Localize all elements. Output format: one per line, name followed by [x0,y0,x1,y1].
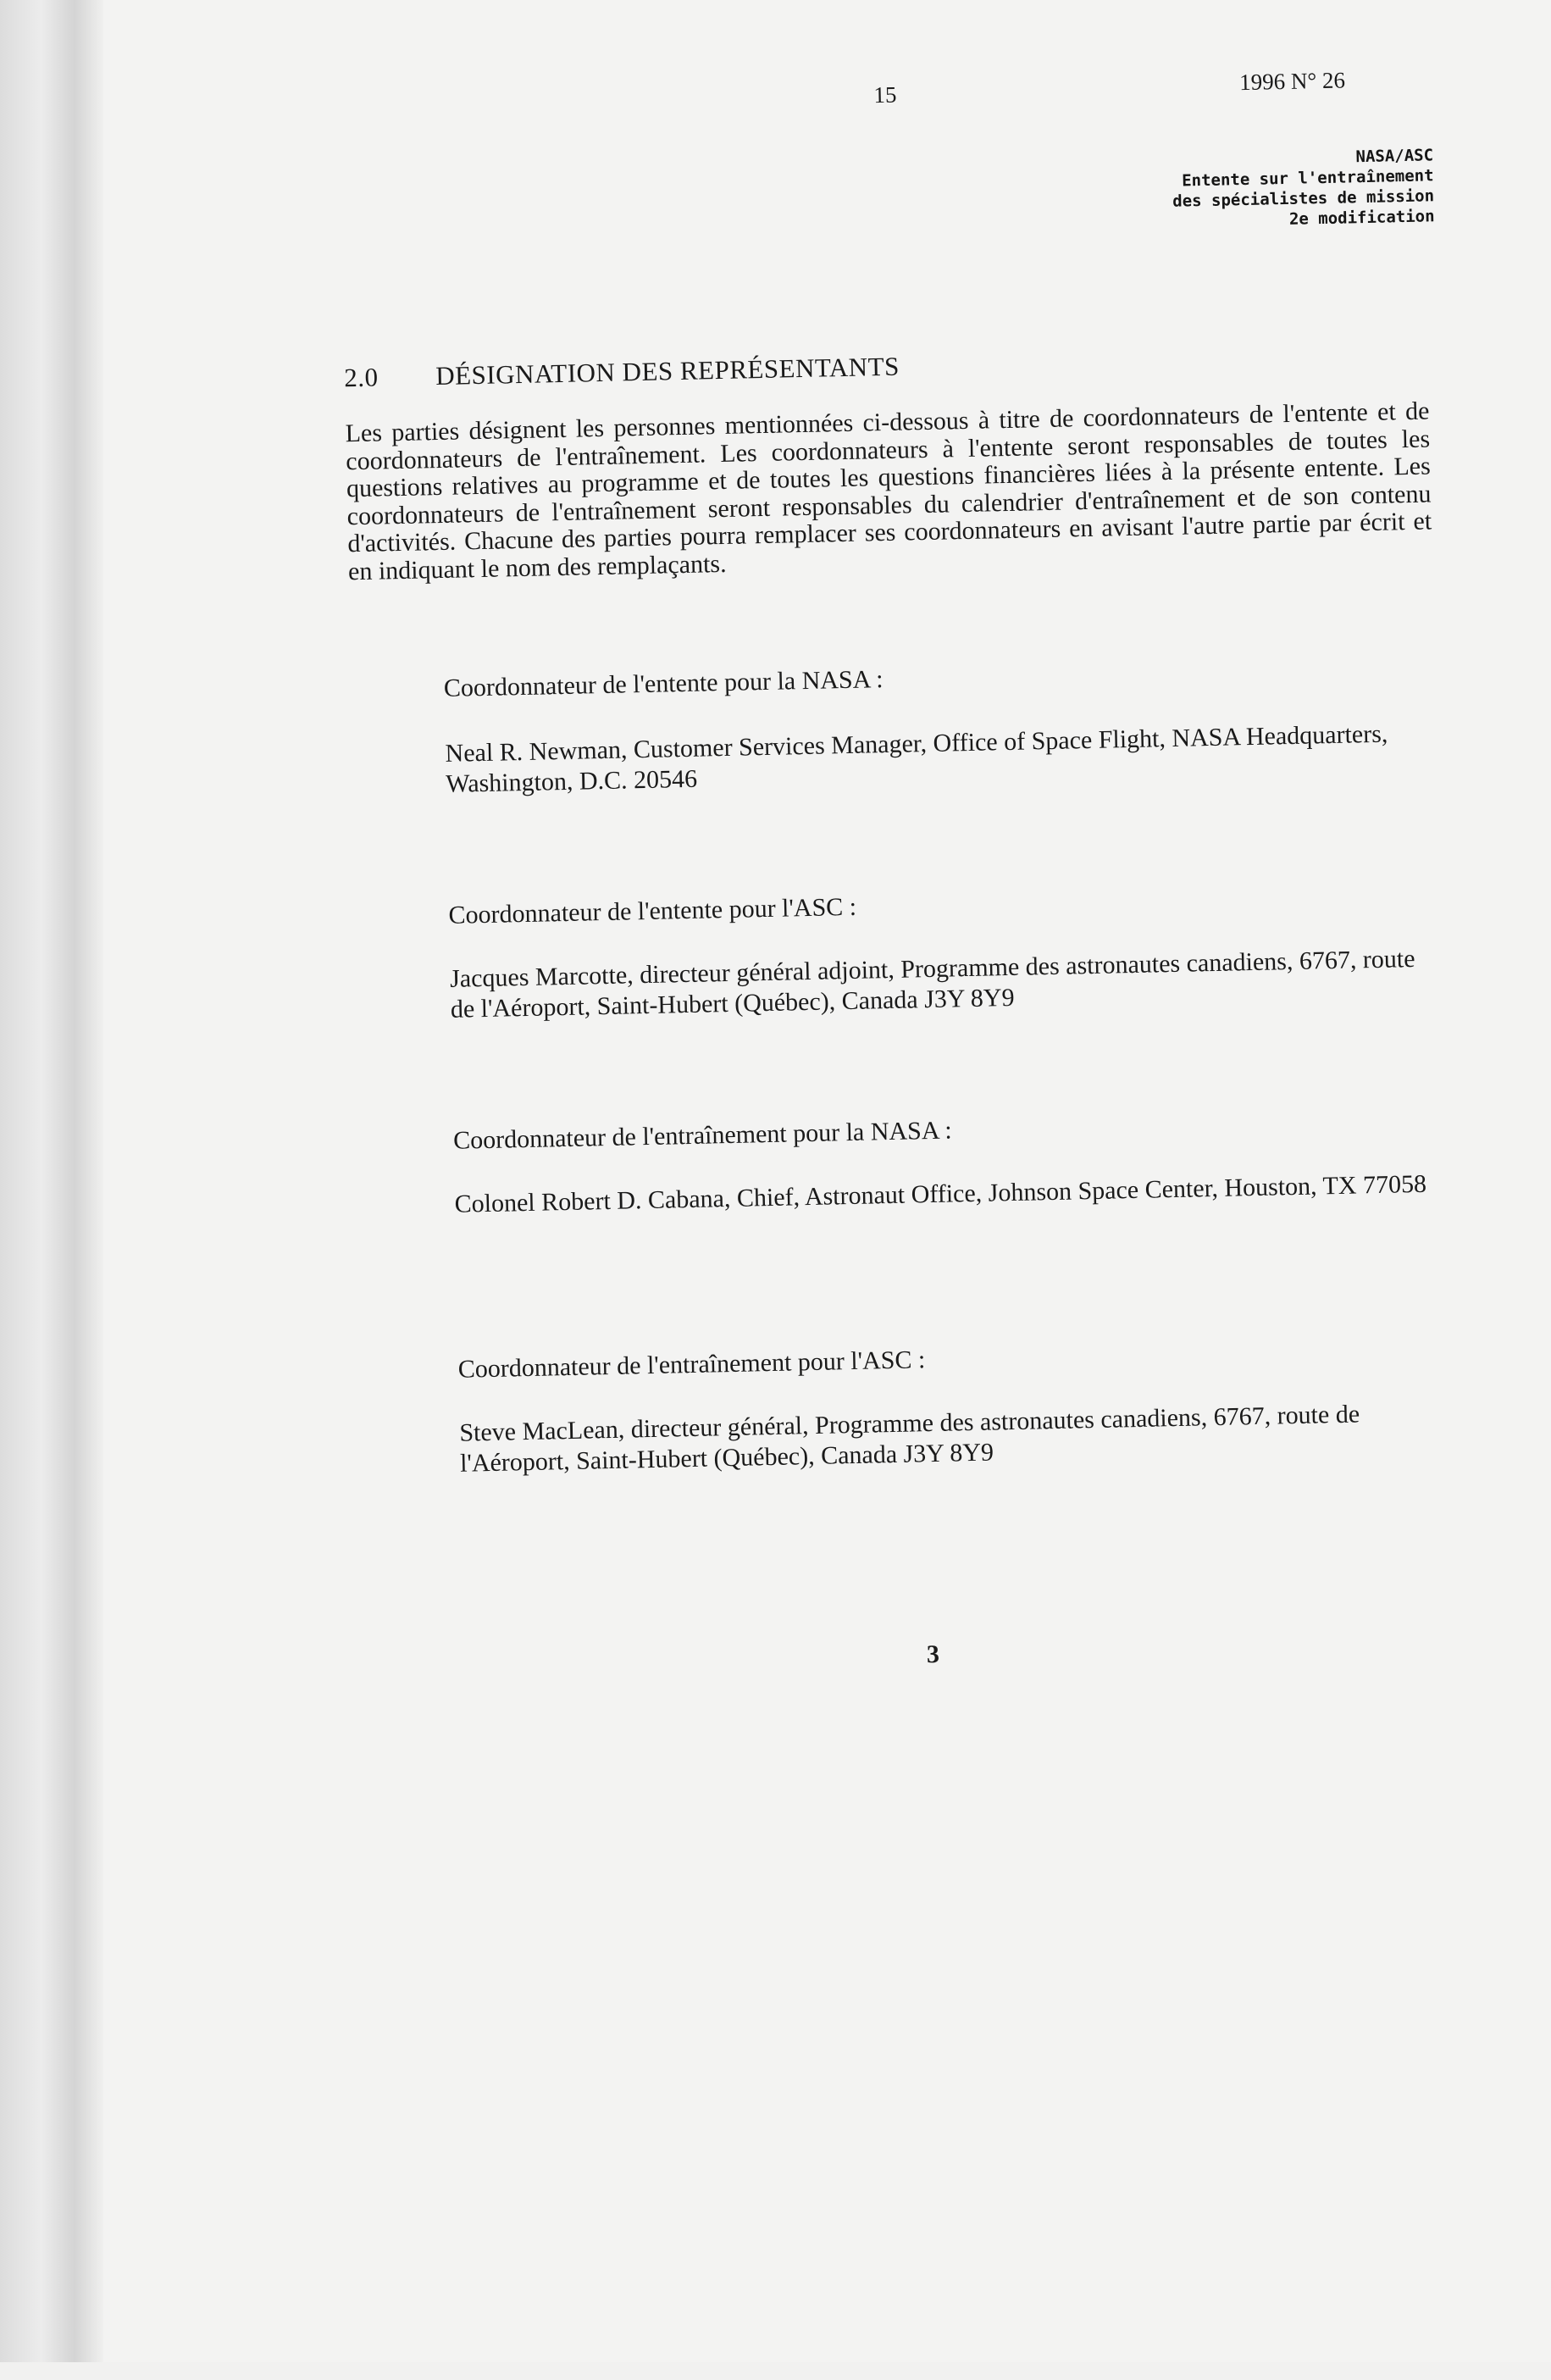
contact-label-asc-agreement: Coordonnateur de l'entente pour l'ASC : [448,892,857,929]
stamp-line-1: NASA/ASC [1355,146,1434,167]
footer-page-number: 3 [926,1639,940,1669]
header-issue: 1996 N° 26 [1238,67,1346,96]
section-title: DÉSIGNATION DES REPRÉSENTANTS [435,351,900,391]
contact-details-nasa-agreement: Neal R. Newman, Customer Services Manager, Office of Space Flight, NASA Headquarters, Washington, D.C. 20546 [445,719,1388,798]
document-stamp [1172,145,1435,231]
contact-label-nasa-agreement: Coordonnateur de l'entente pour la NASA : [443,665,884,702]
stamp-line-3: des spécialistes de mission [1172,186,1435,211]
contact-label-nasa-training: Coordonnateur de l'entraînement pour la NASA : [452,1116,952,1155]
section-heading [344,352,900,394]
contact-details-asc-agreement: Jacques Marcotte, directeur général adjoint, Programme des astronautes canadiens, 6767, route de l'Aéroport, Saint-Hubert (Québec), Canada J3Y 8Y9 [449,944,1415,1024]
stamp-line-4: 2e modification [1288,207,1435,229]
contact-label-asc-training: Coordonnateur de l'entraînement pour l'ASC : [457,1345,926,1384]
stamp-line-2: Entente sur l'entraînement [1181,166,1434,191]
section-paragraph: Les parties désignent les personnes mentionnées ci-dessous à titre de coordonnateurs de l'entente et de coordonnateurs de l'entraînement. Les coordonnateurs à l'entente seront responsables de toutes les questions relatives au programme et de toutes les questions financières liées à la présente entente. Les coordonnateurs de l'entraînement seront responsables du calendrier d'entraînement et de son contenu d'activités. Chacune des parties pourra remplacer ses coordonnateurs en avisant l'autre partie par écrit et en indiquant le nom des remplaçants. [345,397,1432,585]
section-number: 2.0 [343,362,379,393]
contact-details-asc-training: Steve MacLean, directeur général, Programme des astronautes canadiens, 6767, route de l'Aéroport, Saint-Hubert (Québec), Canada J3Y 8Y9 [459,1400,1360,1478]
contact-details-nasa-training: Colonel Robert D. Cabana, Chief, Astronaut Office, Johnson Space Center, Houston, TX 77058 [454,1169,1427,1218]
header-page-number: 15 [873,81,897,108]
